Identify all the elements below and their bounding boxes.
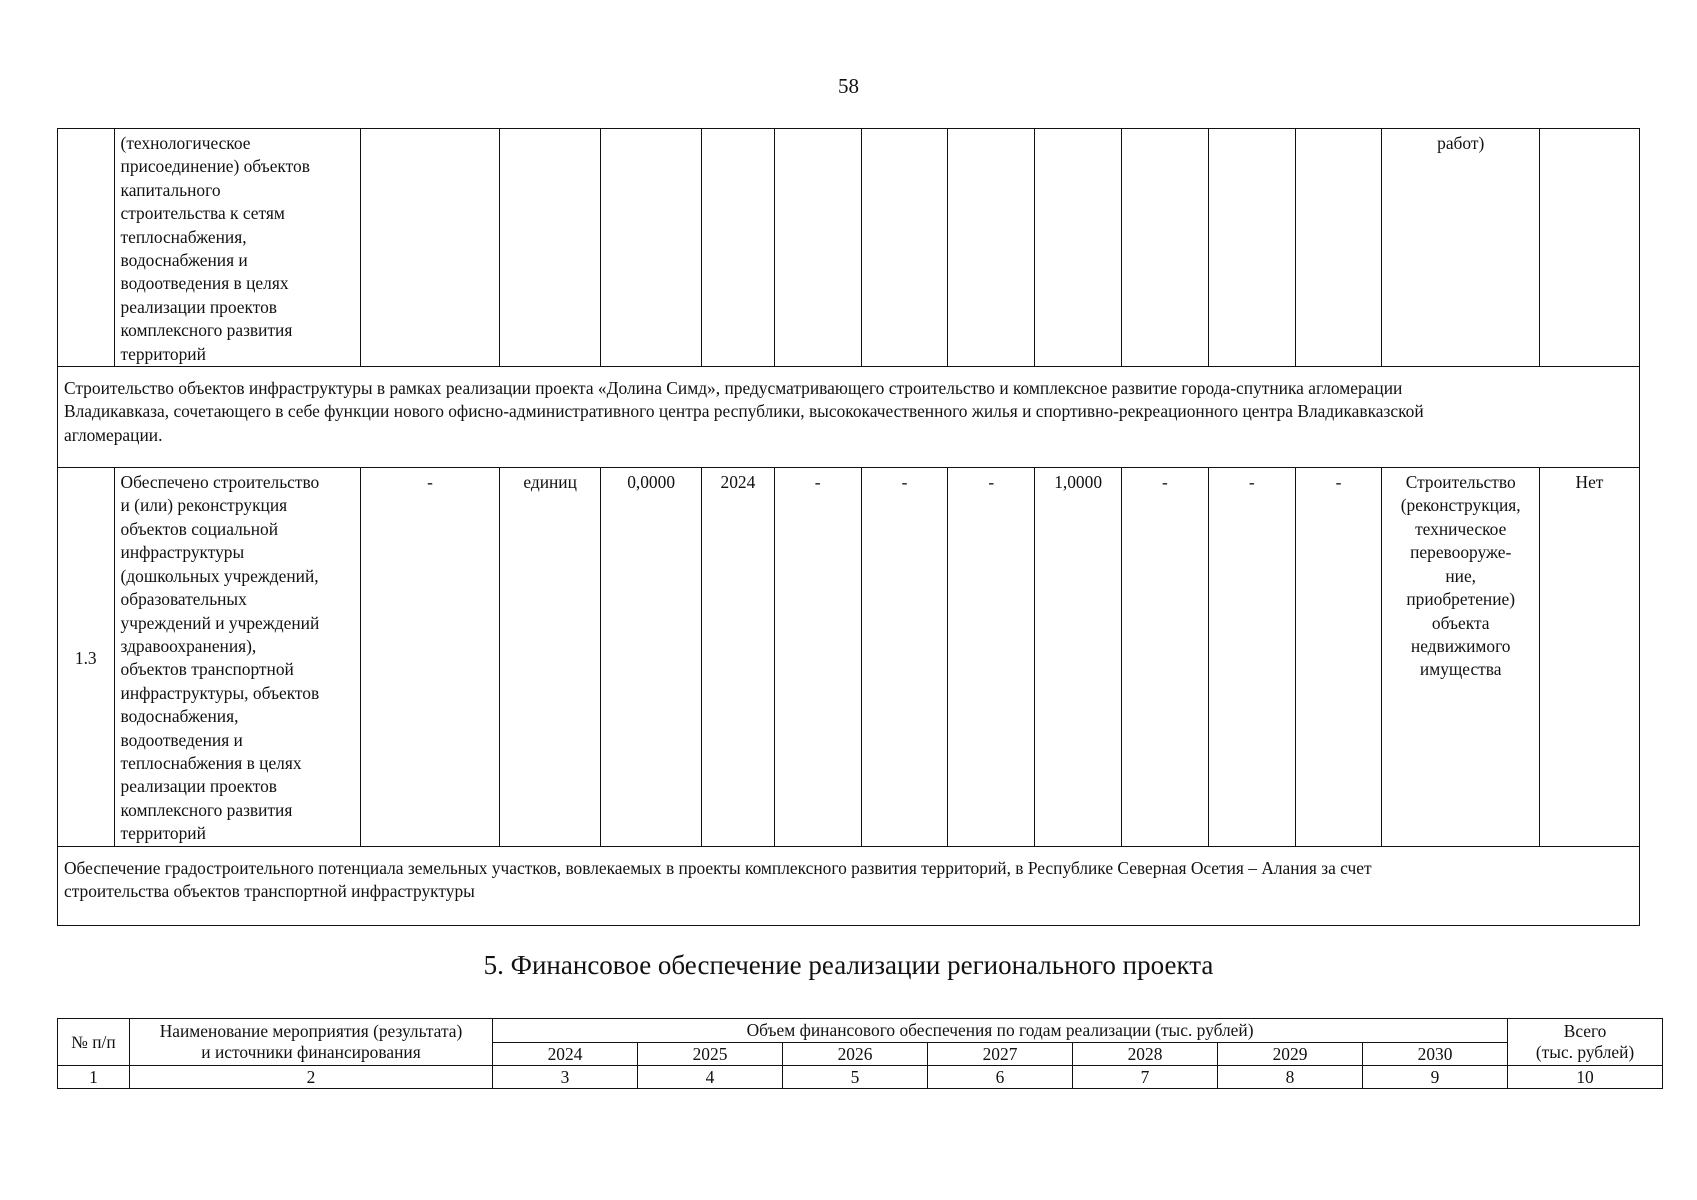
text-line: Обеспечение градостроительного потенциала земельных участков, вовлекаемых в проекты комплексного развития территорий, в Республике Северная Осетия – Алания за счет <box>64 857 1372 878</box>
text-line: Обеспечено строительство <box>120 472 320 493</box>
index-cell: 2 <box>130 1066 493 1089</box>
cell-result-name <box>114 129 360 367</box>
text-line: техническое <box>1415 518 1507 539</box>
text-line: капитального <box>120 179 221 200</box>
table-row <box>58 367 1640 468</box>
cell-empty <box>601 129 702 367</box>
text-line: Строительство объектов инфраструктуры в рамках реализации проекта «Долина Симд», предусматривающего строительство и комплексное развитие города-спутника агломерации <box>64 378 1403 399</box>
header-year: 2030 <box>1363 1043 1508 1066</box>
text-line: (технологическое <box>120 133 251 153</box>
cell-level: - <box>360 468 499 847</box>
text-line: теплоснабжения в целях <box>120 752 302 773</box>
text-line: строительства к сетям <box>120 203 285 224</box>
table-index-row <box>58 1066 1663 1089</box>
text-line: ние, <box>1445 565 1477 586</box>
table-header-row <box>58 1019 1663 1043</box>
cell-unit: единиц <box>500 468 601 847</box>
text-line: инфраструктуры <box>120 542 245 563</box>
cell-year-value: - <box>1122 468 1209 847</box>
header-total <box>1508 1019 1663 1066</box>
header-year: 2027 <box>928 1043 1073 1066</box>
text-line: перевооруже- <box>1410 542 1512 563</box>
table-row <box>58 129 1640 367</box>
cell-empty <box>1295 129 1382 367</box>
cell-empty <box>500 129 601 367</box>
results-table <box>57 128 1640 926</box>
page-number: 58 <box>838 74 859 98</box>
text-line: присоединение) объектов <box>120 156 310 177</box>
text-line: Владикавказа, сочетающего в себе функции нового офисно-административного центра республики, высококачественного жилья и спортивно-рекреационного центра Владикавказской <box>64 401 1424 422</box>
cell-empty <box>774 129 861 367</box>
text-line: приобретение) <box>1406 589 1516 610</box>
index-cell: 6 <box>928 1066 1073 1089</box>
cell-year-value: - <box>774 468 861 847</box>
cell-number: 1.3 <box>58 468 115 847</box>
table-row <box>58 846 1640 925</box>
cell-empty <box>1539 129 1639 367</box>
text-line: (тыс. рублей) <box>1535 1042 1635 1062</box>
text-line: недвижимого <box>1410 635 1511 656</box>
text-line: реализации проектов <box>120 776 277 797</box>
header-year: 2029 <box>1218 1043 1363 1066</box>
header-number: № п/п <box>58 1019 130 1066</box>
header-volume: Объем финансового обеспечения по годам реализации (тыс. рублей) <box>493 1019 1508 1043</box>
header-name <box>130 1019 493 1066</box>
cell-empty <box>1122 129 1209 367</box>
cell-number <box>58 129 115 367</box>
index-cell: 7 <box>1073 1066 1218 1089</box>
text-line: Всего <box>1563 1021 1607 1041</box>
cell-flag: Нет <box>1539 468 1639 847</box>
text-line: теплоснабжения, <box>120 226 247 247</box>
index-cell: 9 <box>1363 1066 1508 1089</box>
text-line: водоснабжения, <box>120 706 239 727</box>
section-heading-cell <box>58 846 1640 925</box>
cell-empty <box>948 129 1035 367</box>
text-line: образовательных <box>120 589 247 610</box>
section-heading-cell <box>58 367 1640 468</box>
text-line: водоотведения и <box>120 729 243 750</box>
text-line: объектов социальной <box>120 518 279 539</box>
cell-empty <box>861 129 948 367</box>
text-line: водоотведения в целях <box>120 273 289 294</box>
text-line: комплексного развития <box>120 320 293 341</box>
text-line: инфраструктуры, объектов <box>120 682 320 703</box>
cell-year-value: 1,0000 <box>1035 468 1122 847</box>
text-line: водоснабжения и <box>120 250 248 271</box>
text-line: объектов транспортной <box>120 659 294 680</box>
text-line: комплексного развития <box>120 799 293 820</box>
cell-base-value: 0,0000 <box>601 468 702 847</box>
index-cell: 3 <box>493 1066 638 1089</box>
text-line: территорий <box>120 343 206 364</box>
text-line: (реконструкция, <box>1400 495 1521 516</box>
text-line: (дошкольных учреждений, <box>120 565 319 586</box>
text-line: Наименование мероприятия (результата) <box>159 1021 463 1041</box>
table-row <box>58 468 1640 847</box>
section-title: 5. Финансовое обеспечение реализации регионального проекта <box>483 950 1214 980</box>
cell-base-year: 2024 <box>702 468 775 847</box>
text-line: строительства объектов транспортной инфраструктуры <box>64 880 475 901</box>
cell-empty <box>360 129 499 367</box>
cell-year-value: - <box>948 468 1035 847</box>
cell-empty <box>1208 129 1295 367</box>
header-year: 2026 <box>783 1043 928 1066</box>
index-cell: 1 <box>58 1066 130 1089</box>
index-cell: 4 <box>638 1066 783 1089</box>
header-year: 2028 <box>1073 1043 1218 1066</box>
text-line: реализации проектов <box>120 296 277 317</box>
cell-empty <box>702 129 775 367</box>
header-year: 2025 <box>638 1043 783 1066</box>
text-line: и (или) реконструкция <box>120 495 288 516</box>
text-line: и источники финансирования <box>201 1042 421 1062</box>
index-cell: 8 <box>1218 1066 1363 1089</box>
cell-result-type <box>1382 468 1539 847</box>
cell-total: - <box>1295 468 1382 847</box>
index-cell: 10 <box>1508 1066 1663 1089</box>
header-year: 2024 <box>493 1043 638 1066</box>
text-line: территорий <box>120 823 206 844</box>
finance-table <box>57 1018 1663 1089</box>
index-cell: 5 <box>783 1066 928 1089</box>
text-line: учреждений и учреждений <box>120 612 320 633</box>
cell-year-value: - <box>1208 468 1295 847</box>
text-line: объекта <box>1431 612 1490 633</box>
text-line: имущества <box>1419 659 1502 680</box>
cell-result-type: работ) <box>1382 129 1539 367</box>
cell-empty <box>1035 129 1122 367</box>
text-line: агломерации. <box>64 424 163 445</box>
cell-result-name <box>114 468 360 847</box>
text-line: здравоохранения), <box>120 635 257 656</box>
cell-year-value: - <box>861 468 948 847</box>
text-line: Строительство <box>1405 472 1516 493</box>
